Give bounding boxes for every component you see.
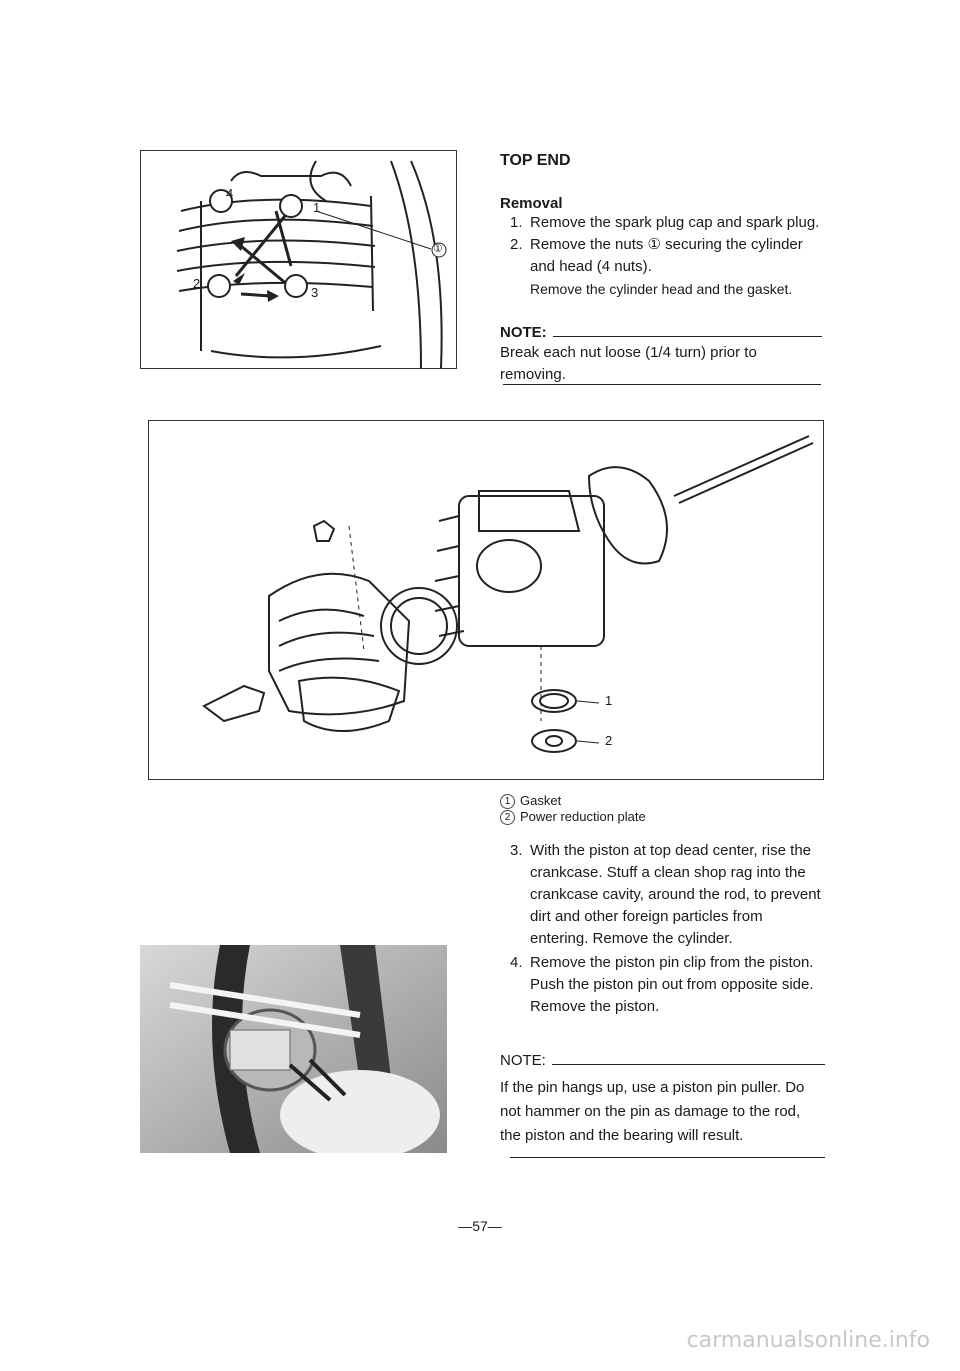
note-text: Break each nut loose (1/4 turn) prior to removing. (500, 344, 757, 383)
step-2: 2. Remove the nuts ① securing the cylinder and head (4 nuts). (510, 236, 803, 275)
note2-end-rule (510, 1157, 825, 1158)
nut-label-4: 4 (226, 186, 234, 201)
note2-header: NOTE: (500, 1050, 825, 1072)
step-1: 1. Remove the spark plug cap and spark plug. (510, 214, 820, 231)
note2-text: If the pin hangs up, use a piston pin puller. Do not hammer on the pin as damage to the rod, the piston and the bearing will result. (500, 1079, 805, 1144)
note-header: NOTE: (500, 322, 822, 344)
callout-nut: ① (433, 243, 443, 255)
removal-title: Removal (500, 195, 563, 212)
legend-item-plate: 2 Power reduction plate (500, 809, 820, 825)
cylinder-head-nut-figure (140, 150, 457, 369)
photo-image (140, 945, 447, 1153)
piston-removal-photo (140, 945, 447, 1153)
exploded-top-end-figure (148, 420, 824, 780)
page-number: —57— (458, 1218, 502, 1234)
watermark: carmanualsonline.info (686, 1328, 930, 1353)
exploded-drawing (149, 421, 823, 779)
removal-steps (500, 212, 820, 300)
step-3: 3. With the piston at top dead center, rise the crankcase. Stuff a clean shop rag into the crankcase cavity, around the rod, to prevent dirt and other foreign particles from entering. Remove the cylinder. (510, 842, 821, 947)
figure-legend (500, 793, 820, 825)
piston-steps (500, 840, 825, 1018)
section-title: TOP END (500, 152, 571, 169)
nut-label-3: 3 (311, 285, 319, 300)
nut-label-1: 1 (313, 200, 321, 215)
step-4: 4. Remove the piston pin clip from the piston. Push the piston pin out from opposite side. Remove the piston. (510, 954, 814, 1015)
note-end-rule (503, 384, 821, 385)
nut-label-2: 2 (193, 276, 201, 291)
step-2-extra: Remove the cylinder head and the gasket. (530, 281, 793, 297)
cylinder-head-drawing (141, 151, 456, 368)
callout-reduction-plate: 2 (605, 733, 613, 748)
legend-item-gasket: 1 Gasket (500, 793, 820, 809)
callout-gasket: 1 (605, 693, 613, 708)
